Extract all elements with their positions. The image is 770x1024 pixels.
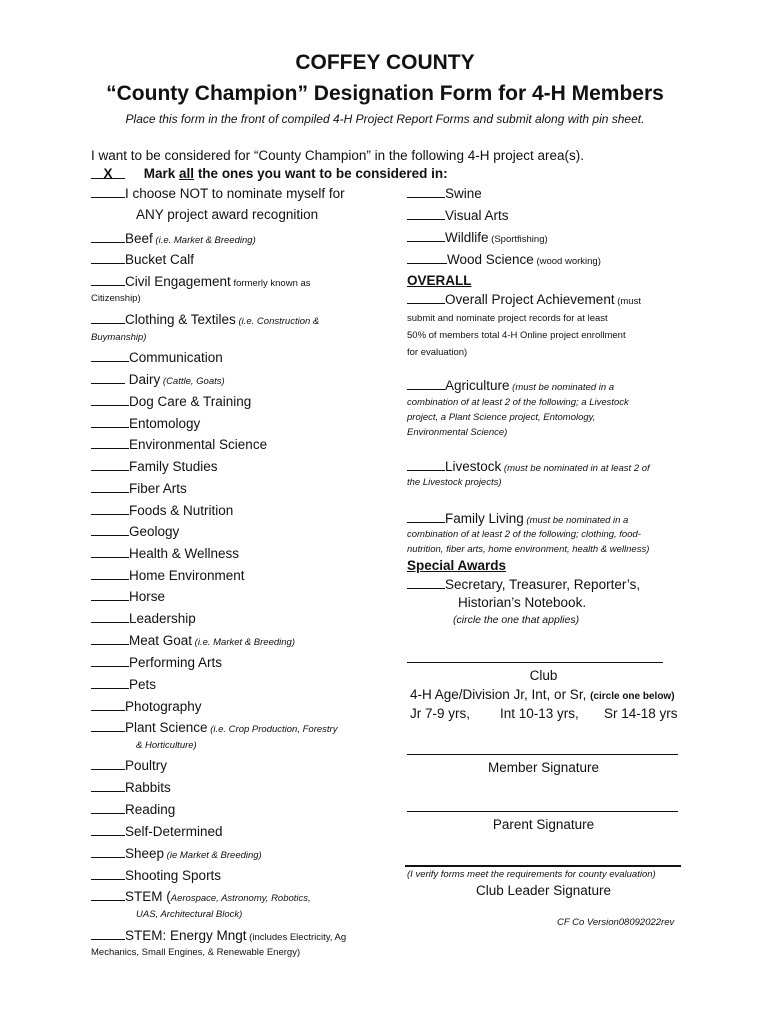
plant-science-note: & Horticulture) bbox=[136, 740, 197, 751]
overall-note: submit and nominate project records for at least 50% of members total 4-H Online project enrollment for evaluation) bbox=[407, 313, 626, 358]
stem-energy-note: Mechanics, Small Engines, & Renewable Energy) bbox=[91, 947, 301, 958]
option-poultry[interactable]: Poultry bbox=[91, 757, 167, 773]
clothing-note: Buymanship) bbox=[91, 332, 147, 343]
option-fiber-arts[interactable]: Fiber Arts bbox=[91, 480, 187, 496]
option-sheep[interactable]: Sheep (ie Market & Breeding) bbox=[91, 845, 262, 861]
option-not-nominate-line2: ANY project award recognition bbox=[136, 207, 319, 222]
option-meat-goat[interactable]: Meat Goat (i.e. Market & Breeding) bbox=[91, 632, 295, 648]
intro-statement: I want to be considered for “County Champion” in the following 4-H project area(s). bbox=[91, 148, 584, 163]
special-awards-note: (circle the one that applies) bbox=[453, 614, 580, 626]
form-county-title: COFFEY COUNTY bbox=[295, 51, 475, 74]
leader-signature-label: Club Leader Signature bbox=[475, 883, 612, 898]
option-stem-energy[interactable]: STEM: Energy Mngt (includes Electricity, Ag bbox=[91, 927, 346, 943]
option-performing-arts[interactable]: Performing Arts bbox=[91, 654, 222, 670]
option-stem[interactable]: STEM (Aerospace, Astronomy, Robotics, bbox=[91, 888, 311, 904]
age-division-label: 4-H Age/Division Jr, Int, or Sr, (circle one below) bbox=[410, 687, 675, 702]
sr-option[interactable]: Sr 14-18 yrs bbox=[604, 706, 678, 721]
member-signature-label: Member Signature bbox=[487, 760, 600, 775]
member-signature-line[interactable] bbox=[407, 754, 678, 755]
club-label: Club bbox=[529, 668, 558, 683]
option-special-awards[interactable]: Secretary, Treasurer, Reporter’s, bbox=[407, 576, 640, 592]
mark-instruction: X Mark all the ones you want to be considered in: bbox=[91, 166, 448, 181]
option-dog-care[interactable]: Dog Care & Training bbox=[91, 393, 251, 409]
option-pets[interactable]: Pets bbox=[91, 676, 156, 692]
option-agriculture[interactable]: Agriculture (must be nominated in a bbox=[407, 377, 614, 393]
leader-signature-line[interactable] bbox=[405, 865, 681, 867]
option-not-nominate[interactable]: I choose NOT to nominate myself for bbox=[91, 185, 345, 201]
option-beef[interactable]: Beef (i.e. Market & Breeding) bbox=[91, 230, 256, 246]
stem-note: UAS, Architectural Block) bbox=[136, 909, 243, 920]
livestock-note: the Livestock projects) bbox=[407, 477, 502, 488]
option-family-living[interactable]: Family Living (must be nominated in a bbox=[407, 510, 628, 526]
option-dairy[interactable]: Dairy (Cattle, Goats) bbox=[91, 371, 225, 387]
agriculture-note: combination of at least 2 of the following; a Livestock project, a Plant Science project, Entomology, Environmental Science) bbox=[407, 397, 629, 438]
option-environmental-science[interactable]: Environmental Science bbox=[91, 436, 267, 452]
option-wildlife[interactable]: Wildlife (Sportfishing) bbox=[407, 229, 548, 245]
overall-heading: OVERALL bbox=[407, 273, 472, 288]
option-bucket-calf[interactable]: Bucket Calf bbox=[91, 251, 194, 267]
option-leadership[interactable]: Leadership bbox=[91, 610, 196, 626]
club-line[interactable] bbox=[407, 662, 663, 663]
option-reading[interactable]: Reading bbox=[91, 801, 175, 817]
jr-option[interactable]: Jr 7-9 yrs, bbox=[410, 706, 471, 721]
option-shooting-sports[interactable]: Shooting Sports bbox=[91, 867, 221, 883]
option-communication[interactable]: Communication bbox=[91, 349, 223, 365]
special-awards-line2: Historian’s Notebook. bbox=[458, 595, 587, 610]
option-self-determined[interactable]: Self-Determined bbox=[91, 823, 223, 839]
form-instruction: Place this form in the front of compiled 4-H Project Report Forms and submit along with pin sheet. bbox=[125, 112, 645, 126]
int-option[interactable]: Int 10-13 yrs, bbox=[500, 706, 579, 721]
family-living-note: combination of at least 2 of the following; clothing, food- nutrition, fiber arts, home environment, health & wellness) bbox=[407, 529, 650, 555]
option-health-wellness[interactable]: Health & Wellness bbox=[91, 545, 239, 561]
special-awards-heading: Special Awards bbox=[407, 558, 507, 573]
option-home-environment[interactable]: Home Environment bbox=[91, 567, 245, 583]
mark-x: X bbox=[91, 166, 125, 179]
option-plant-science[interactable]: Plant Science (i.e. Crop Production, Forestry bbox=[91, 719, 337, 735]
option-horse[interactable]: Horse bbox=[91, 588, 165, 604]
option-rabbits[interactable]: Rabbits bbox=[91, 779, 171, 795]
form-title: “County Champion” Designation Form for 4-H Members bbox=[106, 82, 664, 105]
option-foods-nutrition[interactable]: Foods & Nutrition bbox=[91, 502, 233, 518]
option-swine[interactable]: Swine bbox=[407, 185, 482, 201]
option-family-studies[interactable]: Family Studies bbox=[91, 458, 218, 474]
option-overall-achievement[interactable]: Overall Project Achievement (must bbox=[407, 291, 641, 307]
option-civic-engagement[interactable]: Civil Engagement formerly known as bbox=[91, 273, 311, 289]
version-label: CF Co Version08092022rev bbox=[557, 917, 675, 928]
option-entomology[interactable]: Entomology bbox=[91, 415, 200, 431]
option-clothing[interactable]: Clothing & Textiles (i.e. Construction & bbox=[91, 311, 319, 327]
parent-signature-label: Parent Signature bbox=[492, 817, 595, 832]
civic-note: Citizenship) bbox=[91, 293, 141, 304]
option-visual-arts[interactable]: Visual Arts bbox=[407, 207, 509, 223]
option-photography[interactable]: Photography bbox=[91, 698, 202, 714]
option-livestock[interactable]: Livestock (must be nominated in at least 2 of bbox=[407, 458, 650, 474]
parent-signature-line[interactable] bbox=[407, 811, 678, 812]
option-geology[interactable]: Geology bbox=[91, 523, 179, 539]
verify-note: (I verify forms meet the requirements for county evaluation) bbox=[407, 869, 656, 880]
option-wood-science[interactable]: Wood Science (wood working) bbox=[407, 251, 601, 267]
